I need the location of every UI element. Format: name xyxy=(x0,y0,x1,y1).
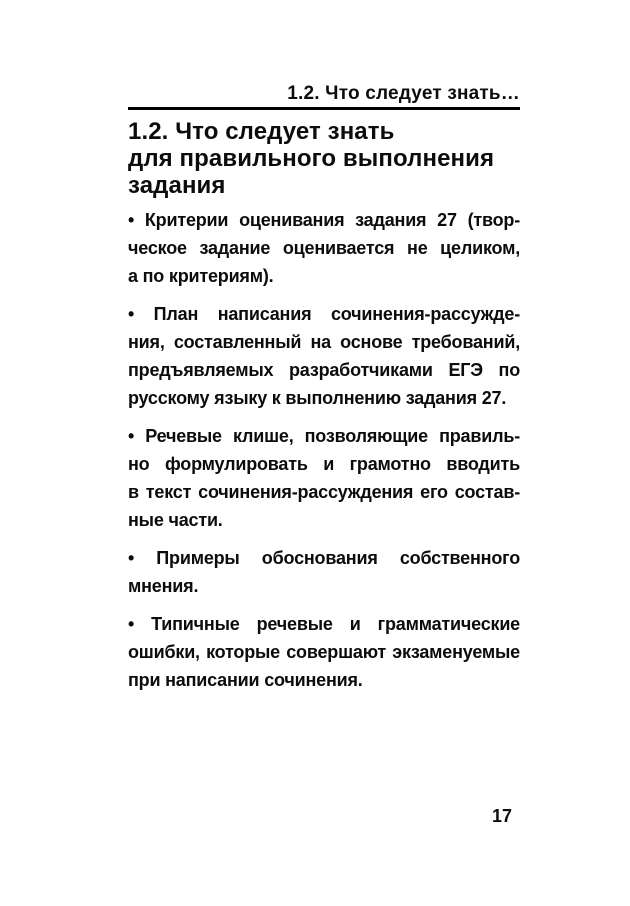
text-line: • Критерии оценивания задания 27 (твор- xyxy=(128,210,520,230)
bullet-list xyxy=(128,206,520,694)
bullet-item xyxy=(128,544,520,600)
chapter-heading xyxy=(128,118,520,199)
chapter-heading-line: задания xyxy=(128,172,226,199)
text-line: русскому языку к выполнению задания 27. xyxy=(128,388,507,408)
header-rule xyxy=(128,107,520,110)
text-line: • План написания сочинения-рассужде- xyxy=(128,304,520,324)
text-line: ошибки, которые совершают экзаменуемые xyxy=(128,642,520,662)
text-line: в текст сочинения-рассуждения его состав- xyxy=(128,482,520,502)
text-line: а по критериям). xyxy=(128,266,274,286)
text-line: • Примеры обоснования собственного xyxy=(128,548,520,568)
bullet-item xyxy=(128,206,520,290)
text-line: ные части. xyxy=(128,510,223,530)
chapter-heading-line: для правильного выполнения xyxy=(128,145,495,172)
text-line: ческое задание оценивается не целиком, xyxy=(128,238,520,258)
text-line: ния, составленный на основе требований, xyxy=(128,332,520,352)
text-line: мнения. xyxy=(128,576,199,596)
bullet-item xyxy=(128,610,520,694)
bullet-item xyxy=(128,422,520,534)
bullet-item xyxy=(128,300,520,412)
text-line: при написании сочинения. xyxy=(128,670,363,690)
page-number: 17 xyxy=(491,806,512,826)
text-line: предъявляемых разработчиками ЕГЭ по xyxy=(128,360,520,380)
chapter-heading-line: 1.2. Что следует знать xyxy=(128,118,395,145)
book-page xyxy=(128,0,520,906)
text-line: • Типичные речевые и грамматические xyxy=(128,614,520,634)
running-head: 1.2. Что следует знать… xyxy=(287,83,520,104)
text-line: • Речевые клише, позволяющие правиль- xyxy=(128,426,520,446)
text-line: но формулировать и грамотно вводить xyxy=(128,454,520,474)
